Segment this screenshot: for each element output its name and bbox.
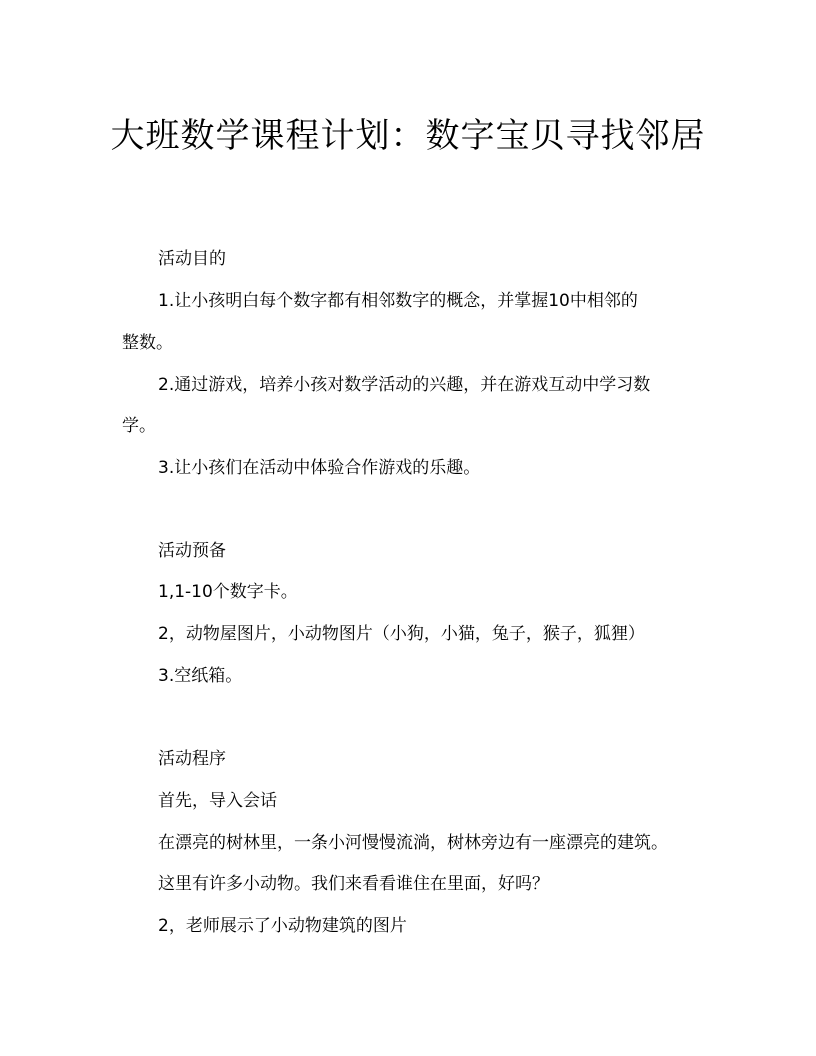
procedure-step-2: 2，老师展示了小动物建筑的图片: [158, 916, 407, 936]
goals-item-1-line-1: 1.让小孩明白每个数字都有相邻数字的概念，并掌握10中相邻的: [158, 291, 638, 311]
goals-item-2-line-1: 2.通过游戏，培养小孩对数学活动的兴趣，并在游戏互动中学习数: [158, 375, 651, 395]
procedure-heading: 活动程序: [158, 749, 226, 769]
preparation-item-1: 1,1-10个数字卡。: [158, 582, 298, 602]
procedure-paragraph-1: 在漂亮的树林里，一条小河慢慢流淌，树林旁边有一座漂亮的建筑。: [158, 833, 668, 853]
goals-item-2-line-2: 学。: [122, 416, 156, 436]
procedure-paragraph-2: 这里有许多小动物。我们来看看谁住在里面，好吗？: [158, 874, 549, 894]
preparation-heading: 活动预备: [158, 541, 226, 561]
procedure-step-1: 首先，导入会话: [158, 791, 277, 811]
goals-heading: 活动目的: [158, 249, 226, 269]
document-title: 大班数学课程计划：数字宝贝寻找邻居: [110, 116, 706, 156]
goals-item-3: 3.让小孩们在活动中体验合作游戏的乐趣。: [158, 458, 481, 478]
preparation-item-2: 2，动物屋图片，小动物图片（小狗，小猫，兔子，猴子，狐狸）: [158, 624, 645, 644]
goals-item-1-line-2: 整数。: [122, 333, 173, 353]
preparation-item-3: 3.空纸箱。: [158, 666, 243, 686]
